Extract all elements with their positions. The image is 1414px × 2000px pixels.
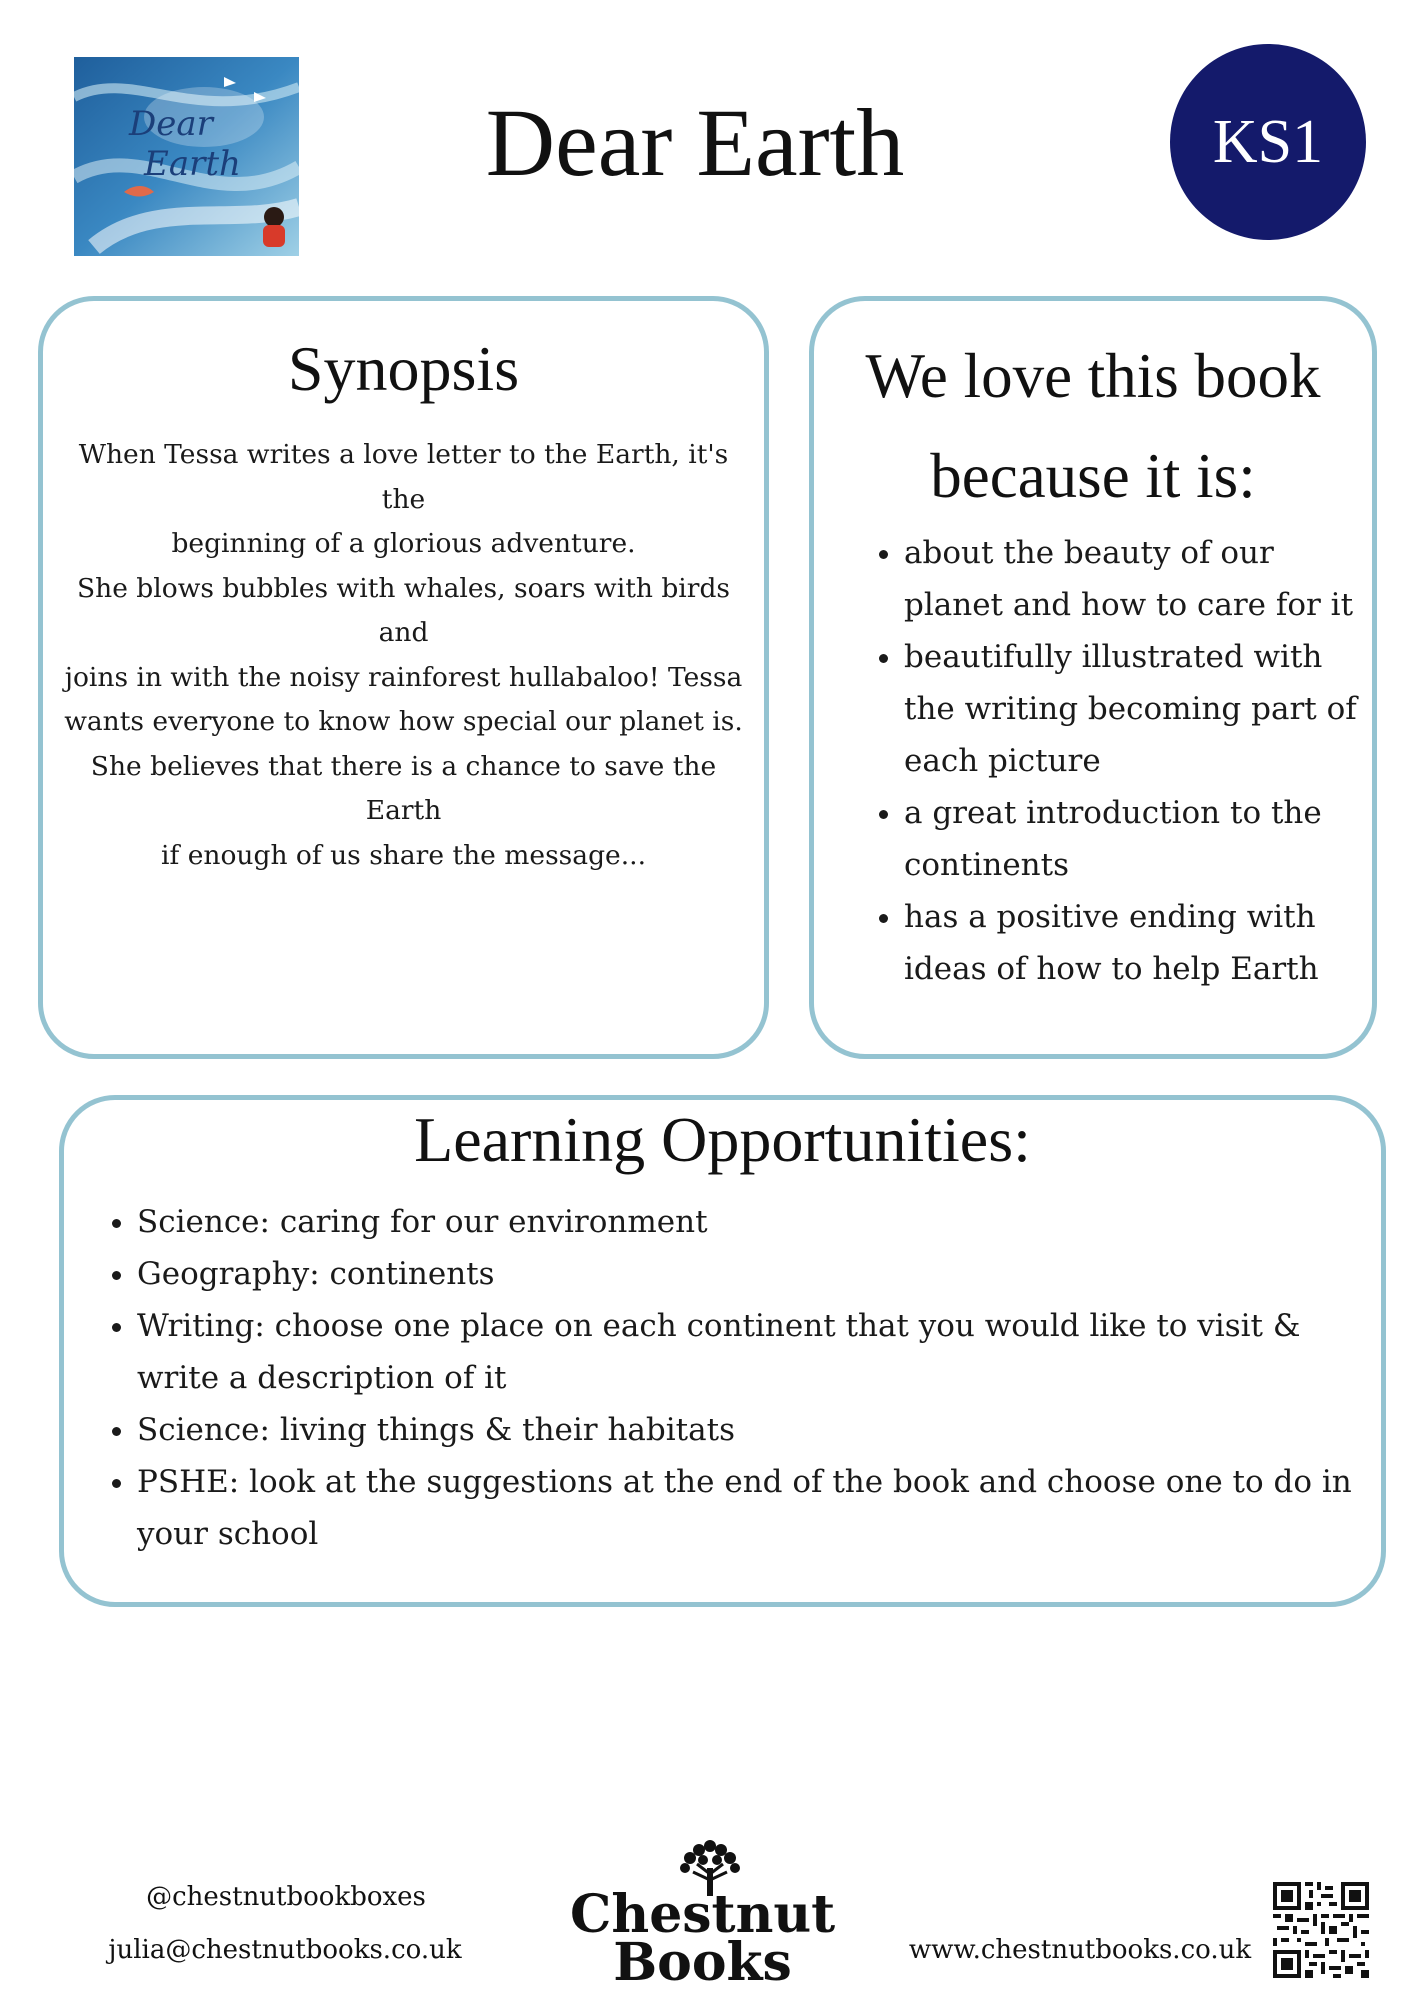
cover-title-line1: Dear bbox=[129, 104, 213, 144]
learning-opportunities-panel bbox=[59, 1095, 1386, 1607]
learning-opportunities-heading: Learning Opportunities: bbox=[414, 1104, 1031, 1175]
synopsis-text bbox=[55, 433, 752, 878]
list-item: • Writing: choose one place on each continent that you would like to visit & write a description of it bbox=[137, 1300, 1361, 1404]
list-item: • Science: living things & their habitats bbox=[137, 1404, 1361, 1456]
synopsis-panel bbox=[38, 296, 769, 1059]
page-title: Dear Earth bbox=[485, 89, 905, 196]
book-cover-image bbox=[74, 57, 299, 256]
synopsis-line: wants everyone to know how special our planet is. bbox=[64, 706, 743, 737]
why-we-love-panel bbox=[809, 296, 1377, 1059]
key-stage-badge: KS1 bbox=[1170, 44, 1366, 240]
why-we-love-heading bbox=[814, 326, 1372, 526]
qr-code-graphic bbox=[1273, 1882, 1369, 1978]
why-we-love-heading-line2: because it is: bbox=[930, 441, 1256, 511]
cover-title-line2: Earth bbox=[144, 144, 241, 184]
logo-word-books: Books bbox=[613, 1932, 792, 1993]
chestnut-books-logo bbox=[570, 1838, 836, 1993]
list-item: • a great introduction to the continents bbox=[904, 787, 1362, 891]
learning-opportunities-list bbox=[105, 1196, 1361, 1560]
list-item: • Science: caring for our environment bbox=[137, 1196, 1361, 1248]
synopsis-line: joins in with the noisy rainforest hullabaloo! Tessa bbox=[64, 661, 743, 693]
why-we-love-list bbox=[872, 527, 1362, 995]
contact-email[interactable]: julia@chestnutbooks.co.uk bbox=[108, 1935, 462, 1965]
social-handle[interactable]: @chestnutbookboxes bbox=[146, 1882, 426, 1912]
why-we-love-heading-line1: We love this book bbox=[865, 341, 1321, 411]
qr-code-icon[interactable] bbox=[1273, 1882, 1369, 1978]
website-link[interactable]: www.chestnutbooks.co.uk bbox=[908, 1935, 1252, 1965]
list-item: • about the beauty of our planet and how to care for it bbox=[904, 527, 1362, 631]
synopsis-heading: Synopsis bbox=[287, 333, 520, 404]
synopsis-line: beginning of a glorious adventure. bbox=[171, 528, 636, 559]
list-item: • Geography: continents bbox=[137, 1248, 1361, 1300]
synopsis-line: When Tessa writes a love letter to the Earth, it's the bbox=[78, 439, 729, 515]
synopsis-line: She blows bubbles with whales, soars with birds and bbox=[76, 572, 731, 648]
list-item: • has a positive ending with ideas of how to help Earth bbox=[904, 891, 1362, 995]
synopsis-line: if enough of us share the message... bbox=[161, 839, 646, 871]
list-item: • beautifully illustrated with the writing becoming part of each picture bbox=[904, 631, 1362, 787]
list-item: • PSHE: look at the suggestions at the end of the book and choose one to do in your school bbox=[137, 1456, 1361, 1560]
synopsis-line: She believes that there is a chance to save the Earth bbox=[90, 750, 717, 826]
logo-word-chestnut: Chestnut bbox=[570, 1884, 836, 1945]
book-cover-illustration bbox=[74, 57, 299, 256]
